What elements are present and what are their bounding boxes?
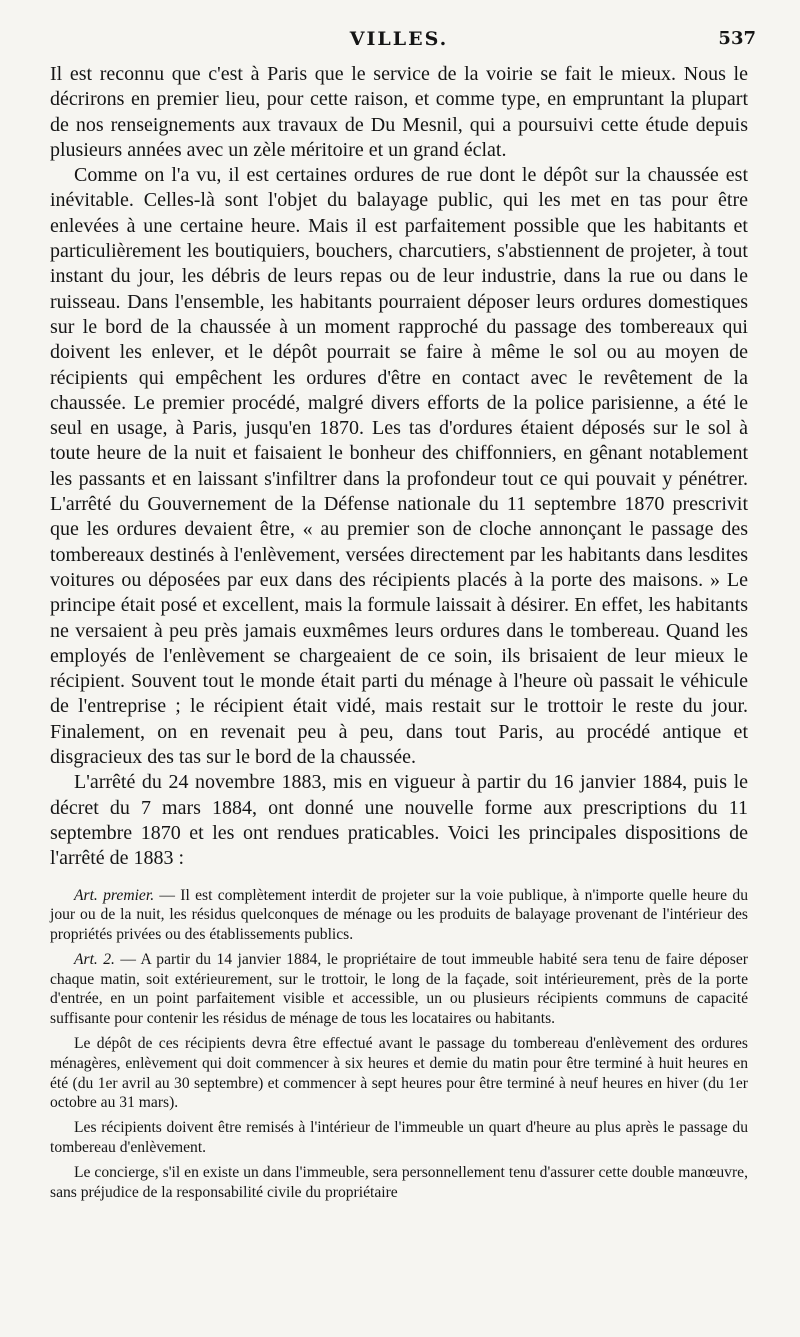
article <box>50 886 748 945</box>
article-text: — A partir du 14 janvier 1884, le propriétaire de tout immeuble habité sera tenu de faire déposer chaque matin, soit extérieurement, sur le trottoir, le long de la façade, soit intérieurement, près de la porte d'entrée, en un point parfaitement visible et accessible, un ou plusieurs récipients communs de capacité suffisante pour contenir les résidus de ménage de tous les locataires ou habitants. <box>50 950 748 1028</box>
running-title: VILLES. <box>349 28 449 50</box>
paragraph: Comme on l'a vu, il est certaines ordures de rue dont le dépôt sur la chaussée est inévitable. Celles-là sont l'objet du balayage public, qui les met en tas pour être enlevées à une certaine heure. Mais il est parfaitement possible que les habitants et particulièrement les boutiquiers, bouchers, charcutiers, s'abstiennent de projeter, à tout instant du jour, les débris de leurs repas ou de leur industrie, dans la rue ou dans le ruisseau. Dans l'ensemble, les habitants pourraient déposer leurs ordures domestiques sur le bord de la chaussée à un moment rapproché du passage des tombereaux qui doivent les enlever, et le dépôt pourrait se faire à même le sol ou au moyen de récipients qui empêchent les ordures d'être en contact avec le revêtement de la chaussée. Le premier procédé, malgré divers efforts de la police parisienne, a été le seul en usage, à Paris, jusqu'en 1870. Les tas d'ordures étaient déposés sur le sol à toute heure de la nuit et faisaient le bonheur des chiffonniers, en gênant notablement les passants et en laissant s'infiltrer dans la profondeur tout ce qui pouvait y pénétrer. L'arrêté du Gouvernement de la Défense nationale du 11 septembre 1870 prescrivit que les ordures devaient être, « au premier son de cloche annonçant le passage des tombereaux destinés à l'enlèvement, versées directement par les habitants dans lesdites voitures ou déposées par eux dans des récipients placés à la porte des maisons. » Le principe était posé et excellent, mais la formule laissait à désirer. En effet, les habitants ne versaient à peu près jamais euxmêmes leurs ordures dans le tombereau. Quand les employés de l'enlèvement se chargeaient de ce soin, ils brisaient de leur mieux le récipient. Souvent tout le monde était parti du ménage à l'heure où passait le véhicule de l'entreprise ; le récipient était vidé, mais restait sur le trottoir le reste du jour. Finalement, on en revenait peu à peu, dans tout Paris, au procédé antique et disgracieux des tas sur le bord de la chaussée. <box>50 164 748 769</box>
decree-paragraph: Les récipients doivent être remisés à l'intérieur de l'immeuble un quart d'heure au plus après le passage du tombereau d'enlèvement. <box>50 1119 748 1157</box>
paragraph: L'arrêté du 24 novembre 1883, mis en vigueur à partir du 16 janvier 1884, puis le décret du 7 mars 1884, ont donné une nouvelle forme aux prescriptions du 11 septembre 1870 et les ont rendues praticables. Voici les principales dispositions de l'arrêté de 1883 : <box>50 771 748 870</box>
decree-excerpt <box>50 886 748 1203</box>
main-text <box>50 62 748 872</box>
article <box>50 950 748 1029</box>
article-text: — Il est complètement interdit de projeter sur la voie publique, à n'importe quelle heure du jour ou de la nuit, les résidus quelconques de ménage ou les produits de balayage provenant de l'intérieur des propriétés privées ou des établissements publics. <box>50 886 748 944</box>
article-label: Art. 2. <box>74 950 115 968</box>
decree-paragraph: Le concierge, s'il en existe un dans l'immeuble, sera personnellement tenu d'assurer cette double manœuvre, sans préjudice de la responsabilité civile du propriétaire <box>50 1163 748 1201</box>
page-header <box>50 22 756 62</box>
paragraph: Il est reconnu que c'est à Paris que le service de la voirie se fait le mieux. Nous le décrirons en premier lieu, pour cette raison, et comme type, en empruntant la plupart de nos renseignements aux travaux de Du Mesnil, qui a poursuivi cette étude depuis plusieurs années avec un zèle méritoire et un grand éclat. <box>50 63 748 161</box>
page-number: 537 <box>718 28 756 49</box>
decree-paragraph: Le dépôt de ces récipients devra être effectué avant le passage du tombereau d'enlèvement des ordures ménagères, enlèvement qui doit commencer à six heures et demie du matin pour être terminé à huit heures en été (du 1er avril au 30 septembre) et commencer à sept heures pour être terminé à neuf heures en hiver (du 1er octobre au 31 mars). <box>50 1035 748 1112</box>
article-label: Art. premier. <box>74 886 155 904</box>
